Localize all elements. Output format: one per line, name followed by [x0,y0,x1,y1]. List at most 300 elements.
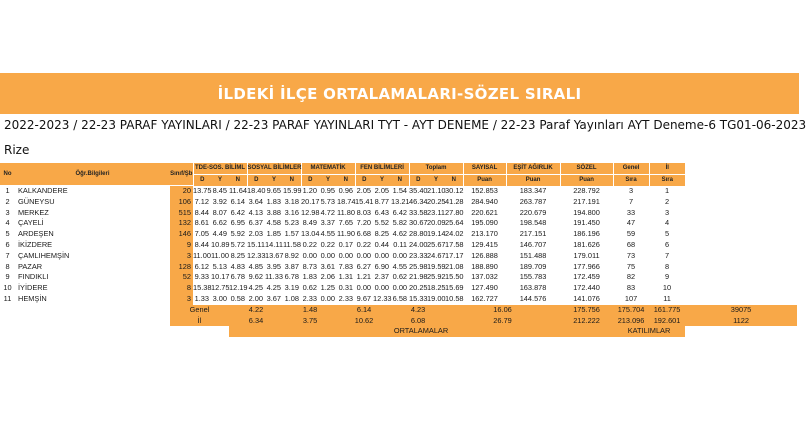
science-correct: 6.27 [356,261,372,271]
general-rank: 83 [626,283,636,293]
social-wrong: 3.95 [266,261,281,271]
general-rank: 107 [624,294,638,304]
province-rank: 2 [664,196,670,206]
tde-correct: 15.38 [193,283,212,293]
equal-weight-score: 220.679 [519,207,547,217]
province-social-avg: 3.75 [283,316,337,327]
row-no: 5 [5,229,10,239]
tde-correct: 8.61 [194,218,209,228]
numeric-score: 126.888 [471,250,498,260]
social-wrong: 9.65 [266,185,281,195]
verbal-score: 179.011 [573,250,600,260]
district-name: PAZAR [18,261,43,271]
math-net: 0.31 [338,283,354,293]
social-net: 3.18 [284,196,300,206]
tde-wrong: 10.17 [211,272,230,282]
table-row [0,197,797,208]
group-science-header: FEN BİLİMLERİ [355,163,409,174]
general-label: Genel [170,305,229,316]
math-net: 7.83 [338,261,354,271]
total-wrong: 18.25 [427,283,446,293]
numeric-score: 137.032 [471,272,498,282]
student-count: 52 [170,272,193,283]
province-math-avg: 10.62 [337,316,391,327]
district-name: ÇAMLIHEMŞİN [18,250,70,260]
sub-y-header: Y [265,174,283,185]
tde-wrong: 11.00 [211,250,229,260]
social-correct: 6.37 [248,218,263,228]
tde-net: 8.25 [230,250,245,260]
province-verbal-score: 192.601 [649,316,685,327]
province-rank: 3 [664,207,670,217]
district-name: KALKANDERE [18,186,68,196]
row-no: 9 [5,272,10,282]
general-rank: 33 [626,207,636,217]
science-wrong: 5.52 [374,218,390,228]
science-net: 6.42 [392,207,408,217]
numeric-score: 152.853 [471,185,498,195]
student-count: 128 [170,262,193,273]
col-student-info-header: Öğr.Bilgileri [15,163,170,186]
science-wrong: 8.25 [374,229,390,239]
district-name: ÇAYELİ [18,218,44,228]
total-net: 24.02 [445,229,464,239]
tde-wrong: 3.92 [212,196,227,206]
science-correct: 15.41 [355,196,374,206]
science-net: 6.58 [392,294,408,304]
science-net: 4.55 [392,261,408,271]
total-correct: 28.80 [409,229,428,239]
averages-footer-label: ORTALAMALAR [229,326,613,337]
equal-weight-score: 198.548 [519,218,547,228]
group-tde-header: TDE-SOS. BİLİML [193,163,247,174]
general-rank: 7 [628,196,634,206]
province-average-row [0,316,797,327]
tde-net: 0.58 [230,294,245,304]
math-net: 2.33 [338,294,354,304]
total-correct: 33.58 [409,207,428,217]
district-name: ARDEŞEN [18,229,54,239]
social-net: 5.23 [284,218,300,228]
sub-n-header: N [391,174,409,185]
total-correct: 15.33 [409,294,428,304]
student-count: 8 [170,283,193,294]
tde-wrong: 4.49 [212,229,227,239]
math-wrong: 4.55 [320,229,336,239]
general-rank: 68 [626,240,636,250]
social-net: 3.16 [284,207,300,217]
table-header-group-row [0,163,797,174]
math-wrong: 0.22 [320,240,336,250]
general-total-avg: 16.06 [445,305,560,316]
math-wrong: 3.37 [320,218,336,228]
province-rank: 8 [664,261,670,271]
math-correct: 0.22 [302,240,318,250]
numeric-score: 220.621 [471,207,498,217]
social-wrong: 3.88 [266,207,281,217]
total-net: 17.17 [445,250,464,260]
row-no: 7 [5,250,10,260]
province-numeric-score: 212.222 [560,316,613,327]
math-correct: 8.73 [302,261,318,271]
social-net: 6.78 [284,272,300,282]
numeric-score: 284.940 [471,196,498,206]
group-province-header: İl [649,163,685,174]
province-participation: 1122 [685,316,797,327]
science-correct: 8.03 [356,207,372,217]
social-correct: 15.11 [247,240,265,250]
student-count: 3 [170,251,193,262]
student-count: 9 [170,240,193,251]
science-correct: 0.00 [356,250,372,260]
verbal-score: 194.800 [573,207,600,217]
social-correct: 18.40 [247,185,266,195]
math-correct: 13.04 [301,229,320,239]
math-net: 0.00 [338,250,354,260]
district-name: MERKEZ [18,207,49,217]
verbal-score: 228.792 [573,185,600,195]
social-wrong: 4.25 [266,283,281,293]
science-net: 0.11 [393,240,408,250]
total-net: 30.12 [445,185,464,195]
report-date: 01-06-2023 [736,118,806,132]
group-social-header: SOSYAL BİLİMLER [247,163,301,174]
general-rank: 47 [626,218,636,228]
sub-d-header: D [355,174,373,185]
table-row [0,208,797,219]
total-net: 21.08 [445,261,464,271]
province-rank: 5 [664,229,670,239]
numeric-score: 195.090 [471,218,498,228]
social-wrong: 1.85 [266,229,281,239]
general-tde-avg: 4.22 [229,305,283,316]
province-science-avg: 6.08 [391,316,445,327]
equal-weight-score: 144.576 [519,294,547,304]
student-count: 515 [170,208,193,219]
science-wrong: 8.77 [374,196,390,206]
tde-net: 6.95 [230,218,245,228]
total-correct: 30.67 [409,218,428,228]
table-row [0,240,797,251]
student-count: 106 [170,197,193,208]
total-correct: 24.00 [409,240,428,250]
math-correct: 8.49 [302,218,318,228]
group-equal-weight-header: EŞİT AĞIRLIK [506,163,560,174]
math-correct: 0.62 [302,283,318,293]
verbal-score: 177.966 [573,261,600,271]
social-correct: 4.25 [248,283,263,293]
sub-y-header: Y [211,174,229,185]
math-correct: 0.00 [302,250,318,260]
social-wrong: 4.58 [266,218,281,228]
row-no: 11 [3,294,12,304]
report-subtitle-line [4,118,806,136]
col-no-header: No [0,163,15,186]
social-net: 15.99 [283,185,302,195]
math-wrong: 3.61 [320,261,336,271]
district-name: HEMŞİN [18,294,47,304]
general-rank: 3 [628,185,634,195]
tde-wrong: 5.13 [212,261,227,271]
province-total-avg: 26.79 [445,316,560,327]
science-net: 0.00 [392,250,408,260]
equal-weight-score: 189.709 [519,261,547,271]
province-label: İl [170,316,229,327]
science-correct: 1.21 [356,272,372,282]
science-correct: 7.20 [356,218,372,228]
tde-correct: 1.33 [194,294,209,304]
science-net: 1.54 [392,185,408,195]
total-correct: 23.33 [409,250,428,260]
math-net: 0.17 [338,240,354,250]
student-count: 3 [170,294,193,305]
science-correct: 9.67 [356,294,372,304]
total-wrong: 25.92 [427,272,446,282]
social-net: 8.92 [284,250,300,260]
social-correct: 4.13 [248,207,263,217]
total-wrong: 20.09 [427,218,446,228]
row-no: 6 [5,240,10,250]
table-row [0,229,797,240]
total-net: 27.80 [445,207,464,217]
social-correct: 12.33 [247,250,266,260]
group-verbal-header: SÖZEL [560,163,613,174]
tde-wrong: 10.89 [211,240,230,250]
total-wrong: 24.67 [427,250,446,260]
science-correct: 6.68 [356,229,372,239]
general-math-avg: 6.14 [337,305,391,316]
total-correct: 25.98 [409,261,428,271]
total-net: 17.58 [445,240,464,250]
sub-d-header: D [247,174,265,185]
footer-label-row [0,326,797,337]
province-rank: 1 [664,185,670,195]
district-name: İKİZDERE [18,240,53,250]
numeric-score: 162.727 [471,294,498,304]
science-wrong: 6.90 [374,261,390,271]
social-wrong: 14.11 [265,240,283,250]
row-no: 2 [5,196,10,206]
col-class-header: Sınıf/Şb [170,163,193,186]
province-rank: 6 [664,240,670,250]
tde-correct: 7.12 [194,196,209,206]
science-wrong: 6.43 [374,207,390,217]
general-rank: 73 [626,250,636,260]
math-wrong: 0.95 [320,185,336,195]
tde-wrong: 12.75 [211,283,230,293]
tde-correct: 11.00 [193,250,211,260]
math-correct: 12.98 [301,207,320,217]
social-correct: 3.64 [248,196,263,206]
total-net: 41.28 [445,196,464,206]
science-net: 5.82 [392,218,408,228]
social-correct: 4.85 [248,261,263,271]
report-title: İLDEKİ İLÇE ORTALAMALARI-SÖZEL SIRALI [0,73,799,114]
sub-puan-header: Puan [506,174,560,185]
sub-d-header: D [193,174,211,185]
total-correct: 46.34 [409,196,428,206]
general-participation: 39075 [685,305,797,316]
verbal-score: 217.191 [573,196,600,206]
equal-weight-score: 155.783 [519,272,547,282]
student-count: 132 [170,218,193,229]
district-name: GÜNEYSU [18,196,55,206]
tde-net: 6.78 [230,272,245,282]
total-net: 15.69 [445,283,464,293]
tde-correct: 7.05 [194,229,209,239]
math-wrong: 0.00 [320,294,336,304]
district-name: İYİDERE [18,283,48,293]
equal-weight-score: 217.151 [519,229,547,239]
equal-weight-score: 151.488 [519,250,547,260]
total-correct: 21.98 [409,272,428,282]
verbal-score: 141.076 [573,294,600,304]
general-rank: 82 [626,272,636,282]
numeric-score: 129.415 [471,240,498,250]
tde-correct: 13.75 [193,185,212,195]
general-rank: 59 [626,229,636,239]
row-no: 10 [3,283,12,293]
total-wrong: 19.00 [427,294,446,304]
row-no: 1 [5,186,10,196]
math-wrong: 2.06 [320,272,336,282]
tde-net: 5.72 [230,240,245,250]
province-rank: 10 [662,283,672,293]
sub-puan-header: Puan [463,174,506,185]
science-correct: 0.00 [356,283,372,293]
science-wrong: 12.33 [373,294,392,304]
math-correct: 20.17 [301,196,320,206]
total-wrong: 19.59 [427,261,446,271]
total-wrong: 23.11 [427,207,445,217]
numeric-score: 213.170 [471,229,498,239]
table-row [0,186,797,197]
tde-net: 11.64 [229,185,247,195]
district-name: FINDIKLI [18,272,49,282]
student-count: 20 [170,186,193,197]
verbal-score: 181.626 [573,240,600,250]
tde-net: 6.42 [230,207,245,217]
row-no: 4 [5,218,10,228]
science-net: 13.21 [391,196,410,206]
sub-n-header: N [283,174,301,185]
equal-weight-score: 263.787 [519,196,547,206]
sub-puan-header: Puan [560,174,613,185]
math-net: 7.65 [338,218,354,228]
science-net: 0.62 [392,272,408,282]
table-row [0,218,797,229]
general-numeric-score: 175.756 [560,305,613,316]
sub-d-header: D [301,174,319,185]
math-net: 18.74 [337,196,356,206]
participations-footer-label: KATILIMLAR [613,326,685,337]
math-correct: 1.20 [302,185,318,195]
table-row [0,283,797,294]
social-net: 1.08 [284,294,300,304]
row-no: 8 [5,261,10,271]
math-wrong: 4.72 [320,207,336,217]
total-net: 10.58 [445,294,464,304]
social-net: 11.58 [283,240,301,250]
social-wrong: 1.83 [266,196,281,206]
social-correct: 9.62 [248,272,263,282]
total-wrong: 19.14 [427,229,446,239]
province-rank: 7 [664,250,670,260]
province-tde-avg: 6.34 [229,316,283,327]
math-net: 11.90 [337,229,355,239]
verbal-score: 191.450 [573,218,600,228]
social-net: 3.87 [284,261,300,271]
verbal-score: 172.459 [573,272,600,282]
tde-correct: 8.44 [194,207,209,217]
equal-weight-score: 163.878 [519,283,547,293]
equal-weight-score: 183.347 [519,185,547,195]
math-wrong: 0.00 [320,250,336,260]
total-net: 15.50 [445,272,464,282]
equal-weight-score: 146.707 [519,240,547,250]
general-verbal-score: 161.775 [649,305,685,316]
district-averages-table [0,163,797,337]
verbal-score: 172.440 [573,283,600,293]
science-net: 4.62 [392,229,408,239]
math-wrong: 5.73 [320,196,336,206]
total-net: 25.64 [445,218,464,228]
science-wrong: 2.05 [374,185,390,195]
table-row [0,272,797,283]
science-correct: 2.05 [356,185,372,195]
science-wrong: 0.00 [374,250,390,260]
sub-y-header: Y [373,174,391,185]
social-correct: 2.00 [248,294,263,304]
general-average-row [0,305,797,316]
tde-net: 5.92 [230,229,245,239]
row-no: 3 [5,207,10,217]
sub-sira-header: Sıra [613,174,649,185]
general-rank: 75 [626,261,636,271]
numeric-score: 188.890 [471,261,498,271]
group-numeric-header: SAYISAL [463,163,506,174]
sub-n-header: N [445,174,463,185]
science-wrong: 0.44 [374,240,390,250]
student-count: 146 [170,229,193,240]
science-net: 0.00 [392,283,408,293]
math-net: 0.96 [338,185,354,195]
group-total-header: Toplam [409,163,463,174]
sub-y-header: Y [427,174,445,185]
general-social-avg: 1.48 [283,305,337,316]
social-wrong: 13.67 [265,250,284,260]
science-wrong: 2.37 [374,272,390,282]
tde-wrong: 8.45 [212,185,227,195]
table-row [0,262,797,273]
math-net: 11.80 [337,207,355,217]
sub-y-header: Y [319,174,337,185]
group-math-header: MATEMATİK [301,163,355,174]
table-row [0,294,797,305]
total-wrong: 21.10 [427,185,446,195]
general-equal-weight-score: 175.704 [613,305,649,316]
tde-wrong: 8.07 [212,207,227,217]
tde-correct: 6.12 [194,261,209,271]
general-science-avg: 4.23 [391,305,445,316]
group-general-header: Genel [613,163,649,174]
social-net: 3.19 [284,283,300,293]
total-wrong: 25.67 [427,240,446,250]
tde-wrong: 3.00 [212,294,227,304]
total-wrong: 20.25 [427,196,446,206]
math-correct: 2.33 [302,294,318,304]
exam-path: 2022-2023 / 22-23 PARAF YAYINLARI / 22-23 PARAF YAYINLARI TYT - AYT DENEME / 22-23 Paraf Yayınları AYT Deneme-6 TG [4,118,737,132]
